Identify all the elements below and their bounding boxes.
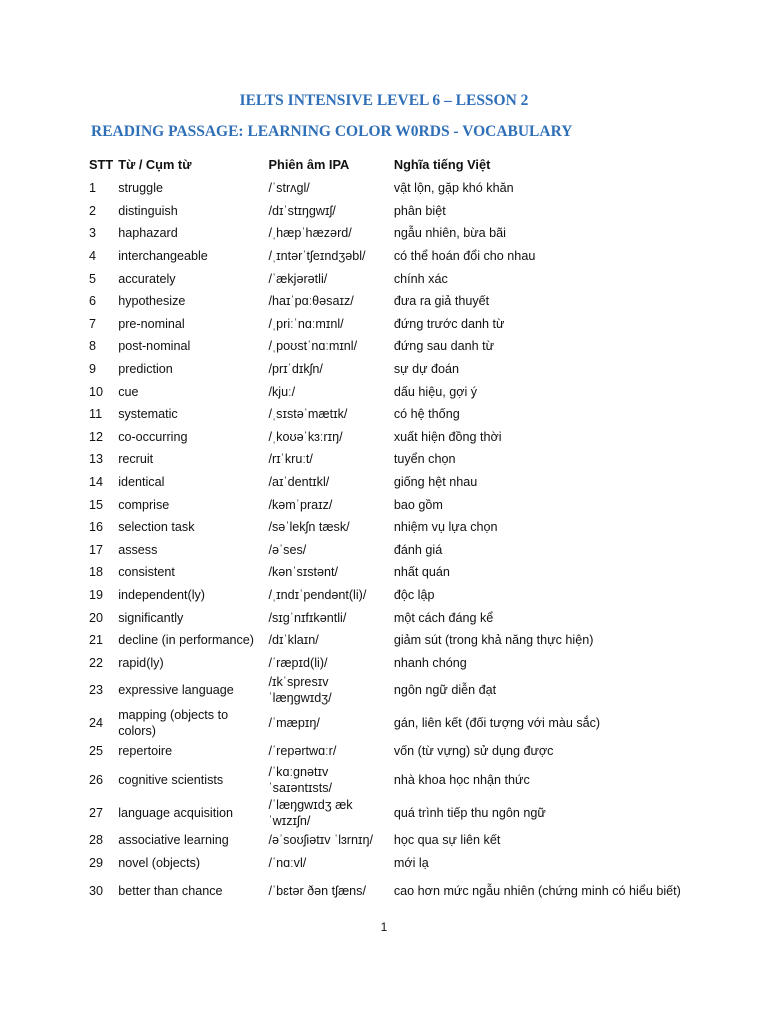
row-ipa: /ˈkɑːgnətɪv ˈsaɪəntɪsts/ [268, 764, 333, 795]
row-number: 26 [89, 772, 104, 787]
row-meaning: đứng trước danh từ [393, 316, 505, 331]
header-no: STT [89, 157, 114, 172]
table-row [87, 706, 707, 740]
row-ipa: /kənˈsɪstənt/ [268, 565, 339, 580]
row-word: consistent [118, 565, 175, 580]
row-meaning: một cách đáng kể [393, 610, 494, 625]
row-word: better than chance [118, 883, 223, 898]
row-word: rapid(ly) [118, 655, 164, 670]
row-number: 6 [89, 294, 97, 309]
header-meaning: Nghĩa tiếng Việt [393, 157, 491, 172]
row-number: 21 [89, 633, 104, 648]
row-number: 7 [89, 316, 97, 331]
table-body [87, 177, 707, 908]
row-word: identical [118, 475, 165, 490]
table-row [87, 448, 707, 471]
row-word: assess [118, 542, 158, 557]
row-ipa: /ˈbɛtər ðən tʃæns/ [268, 883, 366, 898]
row-ipa: /kjuː/ [268, 384, 296, 399]
row-ipa: /ˌpoʊstˈnɑːmɪnl/ [268, 339, 358, 354]
document-title: IELTS INTENSIVE LEVEL 6 – LESSON 2 [239, 92, 529, 109]
row-word: language acquisition [118, 805, 234, 820]
row-ipa: /ˌpriːˈnɑːmɪnl/ [268, 316, 344, 331]
row-word: expressive language [118, 683, 234, 698]
row-ipa: /kəmˈpraɪz/ [268, 497, 333, 512]
row-word: distinguish [118, 203, 178, 218]
row-meaning: có thể hoán đổi cho nhau [393, 249, 536, 264]
row-ipa: /aɪˈdentɪkl/ [268, 475, 330, 490]
row-meaning: đứng sau danh từ [393, 339, 495, 354]
row-meaning: có hệ thống [393, 407, 460, 422]
table-row [87, 471, 707, 494]
row-meaning: nhất quán [393, 565, 450, 580]
row-ipa: /ˈlæŋgwɪdʒ ækˈwɪzɪʃn/ [268, 797, 353, 828]
page-number: 1 [380, 920, 388, 934]
row-word: decline (in performance) [118, 633, 254, 648]
row-number: 29 [89, 855, 104, 870]
row-number: 12 [89, 429, 104, 444]
row-word: mapping (objects to colors) [118, 708, 229, 739]
table-row [87, 177, 707, 200]
table-row [87, 797, 707, 829]
row-word: pre-nominal [118, 316, 185, 331]
row-number: 8 [89, 339, 97, 354]
row-ipa: /ˌkoʊəˈkɜːrɪŋ/ [268, 429, 343, 444]
row-number: 22 [89, 655, 104, 670]
row-word: haphazard [118, 226, 178, 241]
row-word: co-occurring [118, 429, 188, 444]
row-meaning: cao hơn mức ngẫu nhiên (chứng minh có hiểu biết) [393, 883, 681, 898]
row-meaning: đánh giá [393, 542, 443, 557]
row-ipa: /ˈræpɪd(li)/ [268, 655, 328, 670]
row-meaning: độc lập [393, 587, 435, 602]
row-word: cognitive scientists [118, 772, 224, 787]
row-number: 5 [89, 271, 97, 286]
row-meaning: giảm sút (trong khả năng thực hiện) [393, 633, 594, 648]
row-word: struggle [118, 181, 163, 196]
table-row [87, 561, 707, 584]
row-meaning: nhà khoa học nhận thức [393, 772, 530, 787]
header-word: Từ / Cụm từ [118, 157, 192, 172]
row-ipa: /prɪˈdɪkʃn/ [268, 362, 323, 377]
row-number: 1 [89, 181, 97, 196]
row-word: comprise [118, 497, 170, 512]
row-word: independent(ly) [118, 587, 206, 602]
table-header-row [87, 152, 707, 177]
row-number: 11 [89, 407, 103, 422]
row-ipa: /ˌɪntərˈtʃeɪndʒəbl/ [268, 249, 366, 264]
row-word: significantly [118, 610, 184, 625]
row-word: selection task [118, 520, 195, 535]
table-row [87, 426, 707, 449]
row-ipa: /ˌhæpˈhæzərd/ [268, 226, 352, 241]
table-row [87, 222, 707, 245]
table-row [87, 629, 707, 652]
row-number: 4 [89, 249, 97, 264]
row-word: post-nominal [118, 339, 191, 354]
row-ipa: /dɪˈklaɪn/ [268, 633, 319, 648]
table-row [87, 874, 707, 908]
row-word: recruit [118, 452, 154, 467]
table-row [87, 267, 707, 290]
row-meaning: nhanh chóng [393, 655, 467, 670]
row-number: 16 [89, 520, 104, 535]
row-meaning: vốn (từ vựng) sử dụng được [393, 744, 554, 759]
row-number: 2 [89, 203, 97, 218]
row-word: hypothesize [118, 294, 186, 309]
table-row [87, 651, 707, 674]
row-ipa: /səˈlekʃn tæsk/ [268, 520, 350, 535]
row-meaning: phân biệt [393, 203, 446, 218]
table-row [87, 851, 707, 874]
row-word: associative learning [118, 832, 229, 847]
row-ipa: /dɪˈstɪŋgwɪʃ/ [268, 203, 336, 218]
table-row [87, 335, 707, 358]
row-meaning: chính xác [393, 271, 448, 286]
row-ipa: /ˌɪndɪˈpendənt(li)/ [268, 587, 367, 602]
row-word: prediction [118, 362, 173, 377]
table-row [87, 606, 707, 629]
row-meaning: nhiệm vụ lựa chọn [393, 520, 498, 535]
row-number: 30 [89, 883, 104, 898]
row-ipa: /ˌsɪstəˈmætɪk/ [268, 407, 348, 422]
row-ipa: /əˈsoʊʃiətɪv ˈlɜrnɪŋ/ [268, 832, 373, 847]
row-meaning: xuất hiện đồng thời [393, 429, 502, 444]
row-ipa: /ˈnɑːvl/ [268, 855, 307, 870]
row-meaning: vật lộn, gặp khó khăn [393, 181, 514, 196]
row-word: novel (objects) [118, 855, 201, 870]
row-number: 10 [89, 384, 104, 399]
table-row [87, 493, 707, 516]
row-number: 13 [89, 452, 104, 467]
document-subtitle: READING PASSAGE: LEARNING COLOR W0RDS - VOCABULARY [91, 123, 573, 140]
row-word: cue [118, 384, 139, 399]
row-ipa: /rɪˈkruːt/ [268, 452, 313, 467]
row-number: 23 [89, 683, 104, 698]
table-row [87, 358, 707, 381]
vocabulary-table [87, 152, 707, 908]
row-ipa: /haɪˈpɑːθəsaɪz/ [268, 294, 354, 309]
row-meaning: gán, liên kết (đối tượng với màu sắc) [393, 716, 601, 731]
table-row [87, 584, 707, 607]
row-ipa: /əˈses/ [268, 542, 307, 557]
row-number: 15 [89, 497, 104, 512]
row-ipa: /ˈrepərtwɑːr/ [268, 744, 337, 759]
row-meaning: ngẫu nhiên, bừa bãi [393, 226, 506, 241]
table-row [87, 516, 707, 539]
row-ipa: /sɪgˈnɪfɪkəntli/ [268, 610, 347, 625]
row-word: interchangeable [118, 249, 208, 264]
row-word: accurately [118, 271, 176, 286]
row-meaning: bao gồm [393, 497, 443, 512]
row-number: 18 [89, 565, 104, 580]
table-row [87, 290, 707, 313]
row-number: 3 [89, 226, 97, 241]
table-row [87, 674, 707, 706]
row-meaning: dấu hiệu, gợi ý [393, 384, 478, 399]
table-row [87, 763, 707, 797]
row-meaning: tuyển chọn [393, 452, 456, 467]
row-meaning: giống hệt nhau [393, 475, 478, 490]
row-word: repertoire [118, 744, 173, 759]
row-meaning: ngôn ngữ diễn đạt [393, 683, 497, 698]
row-meaning: mới lạ [393, 855, 429, 870]
row-word: systematic [118, 407, 178, 422]
table-row [87, 403, 707, 426]
row-ipa: /ˈmæpɪŋ/ [268, 716, 320, 731]
row-number: 25 [89, 744, 104, 759]
row-number: 20 [89, 610, 104, 625]
table-row [87, 200, 707, 223]
row-number: 9 [89, 362, 97, 377]
row-number: 28 [89, 832, 104, 847]
row-meaning: học qua sự liên kết [393, 832, 501, 847]
header-ipa: Phiên âm IPA [268, 157, 350, 172]
row-ipa: /ɪkˈspresɪv ˈlæŋgwɪdʒ/ [268, 675, 332, 706]
row-meaning: sự dự đoán [393, 362, 460, 377]
row-number: 14 [89, 475, 104, 490]
table-row [87, 539, 707, 562]
row-meaning: đưa ra giả thuyết [393, 294, 490, 309]
table-row [87, 740, 707, 763]
table-row [87, 245, 707, 268]
table-row [87, 313, 707, 336]
row-number: 27 [89, 805, 104, 820]
table-row [87, 829, 707, 852]
row-ipa: /ˈstrʌgl/ [268, 181, 310, 196]
row-number: 24 [89, 716, 104, 731]
row-number: 19 [89, 587, 104, 602]
table-row [87, 380, 707, 403]
row-meaning: quá trình tiếp thu ngôn ngữ [393, 805, 546, 820]
row-number: 17 [89, 542, 104, 557]
row-ipa: /ˈækjərətli/ [268, 271, 328, 286]
